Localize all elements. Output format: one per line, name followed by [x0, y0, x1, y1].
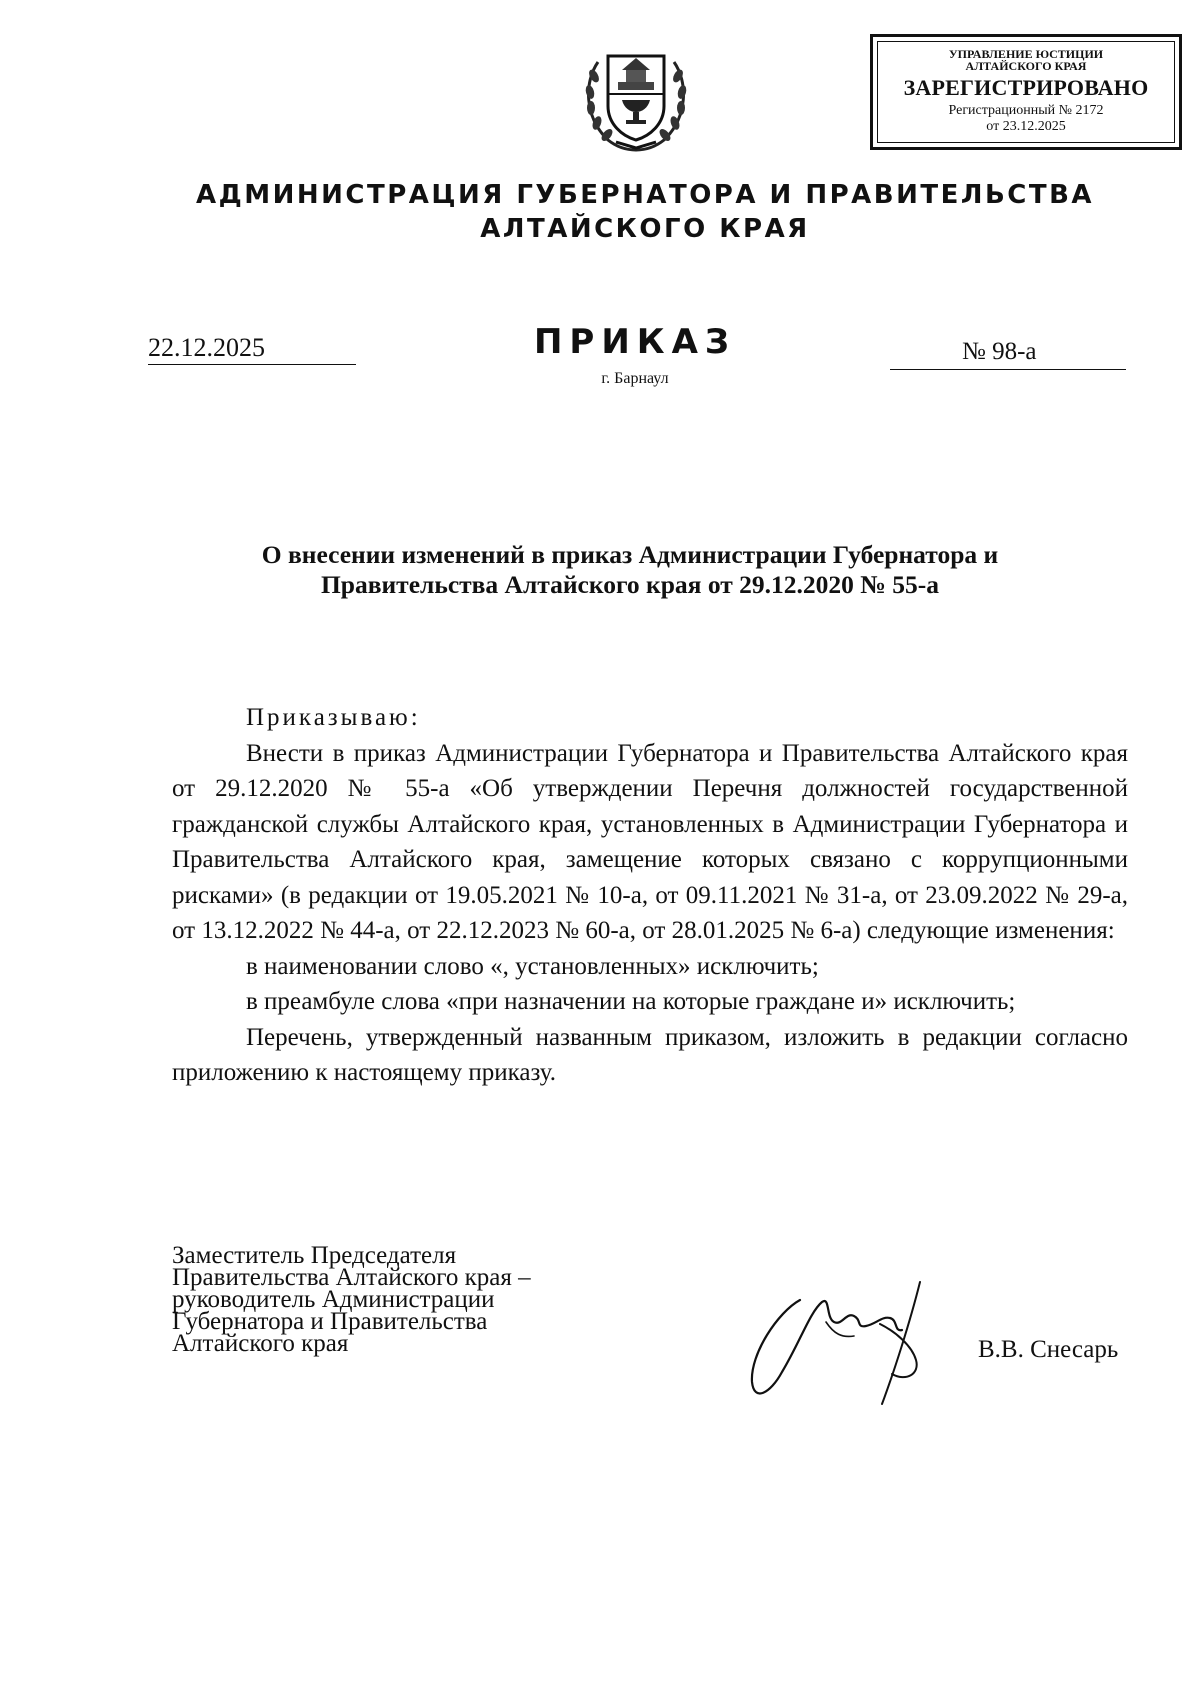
order-number: № 98-а [962, 338, 1037, 365]
order-city: г. Барнаул [601, 370, 669, 387]
order-subject: О внесении изменений в приказ Администрации Губернатора и Правительства Алтайского края от 29.12.2020 № 55-а [261, 540, 999, 599]
body-paragraph: в наименовании слово «, установленных» исключить; [246, 952, 819, 980]
order-title: ПРИКАЗ [533, 322, 737, 362]
stamp-organization: УПРАВЛЕНИЕ ЮСТИЦИИ АЛТАЙСКОГО КРАЯ [948, 47, 1104, 73]
altai-coat-of-arms-icon [578, 42, 694, 154]
order-date: 22.12.2025 [148, 332, 356, 365]
order-body [172, 700, 1128, 1091]
registration-stamp [870, 34, 1182, 150]
body-paragraph: Перечень, утвержденный названным приказом, изложить в редакции согласно приложению к настоящему приказу. [172, 1023, 1128, 1086]
agency-header: АДМИНИСТРАЦИЯ ГУБЕРНАТОРА И ПРАВИТЕЛЬСТВА АЛТАЙСКОГО КРАЯ [195, 180, 1095, 244]
stamp-date: от 23.12.2025 [986, 119, 1066, 134]
handwritten-signature [730, 1262, 940, 1412]
signer-position: Заместитель Председателя Правительства Алтайского края – руководитель Администрации Губернатора и Правительства Алтайского края [172, 1242, 531, 1357]
body-paragraph: в преамбуле слова «при назначении на которые граждане и» исключить; [246, 988, 1016, 1015]
stamp-status: ЗАРЕГИСТРИРОВАНО [903, 75, 1149, 100]
signer-name: В.В. Снесарь [978, 1336, 1119, 1363]
order-lead: Приказываю: [246, 704, 421, 731]
body-paragraph: Внести в приказ Администрации Губернатора и Правительства Алтайского края от 29.12.2020 № 55-а «Об утверждении Перечня должностей государственной гражданской службы Алтайского края, установленных в Администрации Губернатора и Правительства Алтайского края, замещение которых связано с коррупционными рисками» (в редакции от 19.05.2021 № 10-а, от 09.11.2021 № 31-а, от 23.09.2022 № 29-а, от 13.12.2022 № 44-а, от 22.12.2023 № 60-а, от 28.01.2025 № 6-а) следующие изменения: [172, 739, 1128, 944]
stamp-registration-number: Регистрационный № 2172 [948, 103, 1104, 118]
